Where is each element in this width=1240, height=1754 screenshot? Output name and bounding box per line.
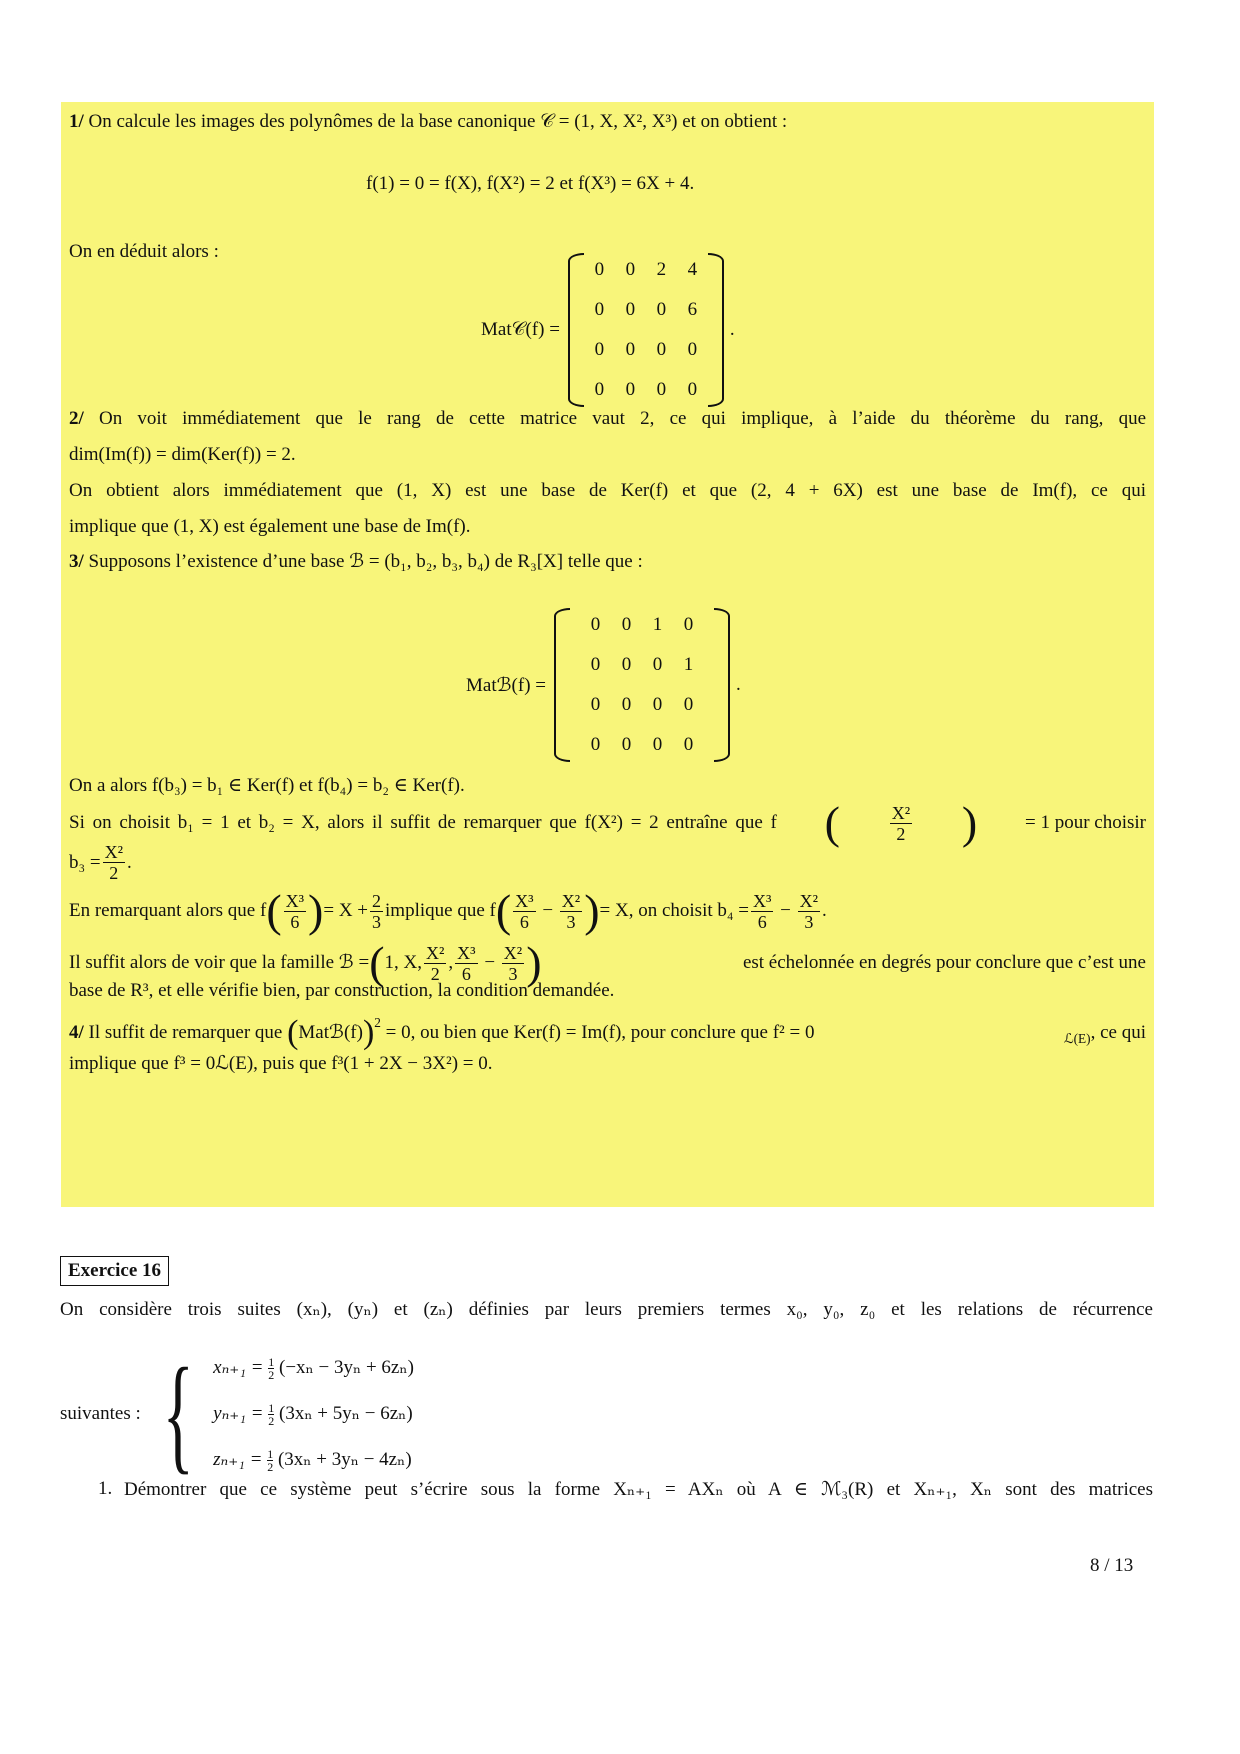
exercise-title: Exercice 16 — [60, 1256, 169, 1286]
question-number: 1. — [98, 1478, 113, 1499]
denominator: 3 — [566, 911, 576, 932]
text: 1, X, — [384, 952, 423, 973]
denominator: 3 — [372, 911, 382, 932]
cell: 0 — [625, 339, 636, 360]
fraction — [513, 891, 535, 932]
equation-y — [213, 1391, 414, 1437]
denominator: 2 — [430, 963, 440, 984]
cell: 0 — [656, 339, 667, 360]
text: = X, on choisit b₄ = — [599, 900, 749, 921]
suivantes-label: suivantes : — [60, 1403, 141, 1424]
text: . — [127, 851, 132, 873]
equations — [213, 1345, 414, 1483]
cell: 0 — [621, 654, 632, 675]
q3-line-e: Il suffit alors de voir que la famille ℬ = ( 1, X, $\frac{\text{X²}}{2}$ , $\frac{\text{X³}}{6}$ − $\frac{\text{X²}}{3}$ ) est échelonnée en degrés pour conclure que c’est une — [69, 937, 1146, 988]
numerator: X³ — [515, 890, 534, 911]
cell: 6 — [687, 299, 698, 320]
numerator: X² — [561, 890, 581, 911]
numerator: X² — [503, 942, 523, 963]
cell: 0 — [652, 734, 663, 755]
text: b₃ = — [69, 851, 101, 873]
cell: 0 — [656, 299, 667, 320]
cell: 0 — [683, 734, 694, 755]
text: = X + — [323, 900, 369, 921]
matrix-c-grid — [584, 250, 708, 410]
matrix-b — [466, 605, 741, 765]
cell: 0 — [621, 694, 632, 715]
cell: 0 — [594, 299, 605, 320]
denominator: 3 — [804, 911, 814, 932]
numerator: 2 — [372, 890, 382, 911]
page-number: 8 / 13 — [1090, 1555, 1134, 1576]
cell: 0 — [594, 379, 605, 400]
text: En remarquant alors que f — [69, 900, 267, 921]
cell: 0 — [625, 259, 636, 280]
cell: 0 — [683, 614, 694, 635]
q2-line1 — [69, 407, 1146, 431]
left-paren — [568, 253, 584, 407]
question-1 — [98, 1478, 1153, 1501]
cell: 0 — [590, 654, 601, 675]
q3-line-b — [69, 797, 1146, 848]
open-paren: ( — [495, 885, 512, 936]
numerator: X³ — [285, 890, 305, 911]
denominator: 3 — [508, 963, 518, 984]
text: implique que f — [385, 900, 496, 921]
question-text: Démontrer que ce système peut s’écrire sous la forme Xₙ₊₁ = AXₙ où A ∈ ℳ₃(R) et Xₙ₊₁, Xₙ sont des matrices — [124, 1479, 1153, 1500]
denominator: 2 — [109, 863, 119, 883]
q2-line3: On obtient alors immédiatement que (1, X) est une base de Ker(f) et que (2, 4 + 6X) est une base de Im(f), ce qui — [69, 480, 1146, 501]
q1-intro — [69, 110, 787, 134]
denominator: 6 — [519, 911, 529, 932]
q1-label: 1/ — [69, 111, 84, 132]
rhs: (−xₙ − 3yₙ + 6zₙ) — [279, 1357, 414, 1378]
solution-box — [61, 102, 1154, 1207]
q3-line-a: On a alors f(b₃) = b₁ ∈ Ker(f) et f(b₄) = b₂ ∈ Ker(f). — [69, 775, 465, 796]
fraction — [751, 891, 773, 932]
numerator: X² — [799, 890, 819, 911]
q2-line2: dim(Im(f)) = dim(Ker(f)) = 2. — [69, 444, 296, 465]
period: . — [736, 674, 741, 695]
cell: 0 — [590, 614, 601, 635]
fraction — [890, 803, 912, 844]
cell: 0 — [621, 614, 632, 635]
q2-line4: implique que (1, X) est également une base de Im(f). — [69, 516, 471, 537]
cell: 0 — [683, 694, 694, 715]
numerator: X³ — [752, 890, 772, 911]
fraction — [284, 891, 306, 932]
cell: 0 — [590, 734, 601, 755]
fraction — [560, 891, 582, 932]
cell: 0 — [656, 379, 667, 400]
text: Matℬ(f) — [298, 1022, 363, 1043]
q4-line1: 4/ Il suffit de remarquer que ( Matℬ(f) ) $^2$ = 0, ou bien que Ker(f) = Im(f), pour conclure que f² = 0 $_{ℒ(E)}$ , ce qui — [69, 1010, 1146, 1056]
fraction — [370, 891, 383, 932]
period: . — [729, 319, 735, 340]
q1-intro-text: On calcule les images des polynômes de la base canonique 𝒞 = (1, X, X², X³) et on obtient : — [88, 111, 788, 132]
q3-line-f: base de R³, et elle vérifie bien, par construction, la condition demandée. — [69, 980, 615, 1001]
denominator: 2 — [268, 1368, 275, 1383]
matrix-b-lhs: Matℬ(f) = — [466, 674, 546, 696]
q4-line2: implique que f³ = 0ℒ(E), puis que f³(1 + 2X − 3X²) = 0. — [69, 1053, 493, 1074]
cell: 0 — [687, 339, 698, 360]
matrix-c-lhs: Mat𝒞(f) = — [481, 319, 560, 340]
close-paren: ) — [961, 797, 978, 848]
open-paren: ( — [369, 937, 385, 988]
q4-label: 4/ — [69, 1022, 84, 1043]
open-paren: ( — [266, 885, 282, 936]
denominator: 2 — [267, 1460, 274, 1475]
cell: 0 — [625, 379, 636, 400]
fraction — [455, 943, 477, 984]
lhs: xₙ₊₁ = — [213, 1357, 264, 1378]
q3-label: 3/ — [69, 551, 84, 572]
q3-line-c — [69, 842, 132, 883]
close-paren: ) — [584, 885, 600, 936]
equation-x — [213, 1345, 414, 1391]
numerator: 1 — [268, 1355, 275, 1370]
fraction — [424, 943, 446, 984]
cell: 0 — [590, 694, 601, 715]
close-paren: ) — [526, 937, 542, 988]
cell: 0 — [625, 299, 636, 320]
text: Si on choisit b₁ = 1 et b₂ = X, alors il suffit de remarquer que f(X²) = 2 entraîne que f — [69, 812, 777, 833]
exercise-intro: On considère trois suites (xₙ), (yₙ) et (zₙ) définies par leurs premiers termes x₀, y₀, z₀ et les relations de récurrence — [60, 1299, 1153, 1320]
denominator: 2 — [268, 1414, 275, 1429]
half-fraction — [268, 1356, 274, 1381]
cell: 0 — [652, 654, 663, 675]
numerator: 1 — [268, 1401, 275, 1416]
text: Il suffit de remarquer que — [88, 1022, 283, 1043]
q3-line-d: En remarquant alors que f ( $\frac{\text{X³}}{6}$ ) = X + $\frac{2}{3}$ implique que f ( $\frac{\text{X³}}{6}$ − $\frac{\text{X²}}{3}$ ) = X, on choisit b₄ = $\frac{\text{X³}}{6}$ − $\frac{\text{X²}}{3}$ . — [69, 885, 827, 936]
text: = 1 pour choisir — [1024, 812, 1146, 833]
left-brace: { — [162, 1342, 194, 1486]
cell: 4 — [687, 259, 698, 280]
rhs: (3xₙ + 5yₙ − 6zₙ) — [279, 1403, 413, 1424]
text: = 0, ou bien que Ker(f) = Im(f), pour conclure que f² = 0 — [385, 1022, 815, 1043]
cell: 1 — [652, 614, 663, 635]
numerator: X² — [426, 942, 445, 963]
q3-intro-text: Supposons l’existence d’une base ℬ = (b₁, b₂, b₃, b₄) de R₃[X] telle que : — [88, 551, 643, 572]
denominator: 6 — [461, 963, 471, 984]
rhs: (3xₙ + 3yₙ − 4zₙ) — [277, 1449, 412, 1470]
left-paren — [554, 608, 570, 762]
numerator: X² — [891, 802, 911, 823]
denominator: 2 — [896, 823, 906, 844]
denominator: 6 — [290, 911, 300, 932]
cell: 0 — [652, 694, 663, 715]
half-fraction — [267, 1448, 273, 1473]
recurrence-system — [60, 1342, 414, 1486]
cell: 0 — [621, 734, 632, 755]
open-paren: ( — [824, 797, 840, 848]
cell: 0 — [687, 379, 698, 400]
close-paren: ) — [308, 885, 324, 936]
lhs: yₙ₊₁ = — [213, 1403, 264, 1424]
lhs: zₙ₊₁ = — [213, 1449, 263, 1470]
fraction — [502, 943, 524, 984]
close-paren: ) — [362, 1014, 375, 1051]
q3-intro — [69, 550, 643, 574]
matrix-b-grid — [570, 605, 714, 765]
q1-images-equation: f(1) = 0 = f(X), f(X²) = 2 et f(X³) = 6X + 4. — [366, 173, 695, 194]
numerator: X² — [104, 842, 123, 862]
cell: 2 — [656, 259, 667, 280]
half-fraction — [268, 1402, 274, 1427]
matrix-c — [481, 250, 735, 410]
text: , ce qui — [1090, 1022, 1146, 1043]
cell: 0 — [594, 339, 605, 360]
open-paren: ( — [287, 1014, 299, 1051]
fraction — [103, 842, 125, 883]
equation-z — [213, 1437, 414, 1483]
q2-label: 2/ — [69, 408, 84, 429]
cell: 1 — [683, 654, 694, 675]
denominator: 6 — [757, 911, 767, 932]
numerator: 1 — [267, 1447, 274, 1462]
text: Il suffit alors de voir que la famille ℬ = — [69, 952, 370, 973]
text: est échelonnée en degrés pour conclure que c’est une — [742, 952, 1146, 973]
cell: 0 — [594, 259, 605, 280]
right-paren — [708, 253, 724, 407]
right-paren — [714, 608, 730, 762]
numerator: X³ — [457, 942, 476, 963]
q2-text: On voit immédiatement que le rang de cette matrice vaut 2, ce qui implique, à l’aide du théorème du rang, que — [98, 408, 1146, 429]
fraction — [798, 891, 820, 932]
q1-deduce: On en déduit alors : — [69, 241, 219, 262]
